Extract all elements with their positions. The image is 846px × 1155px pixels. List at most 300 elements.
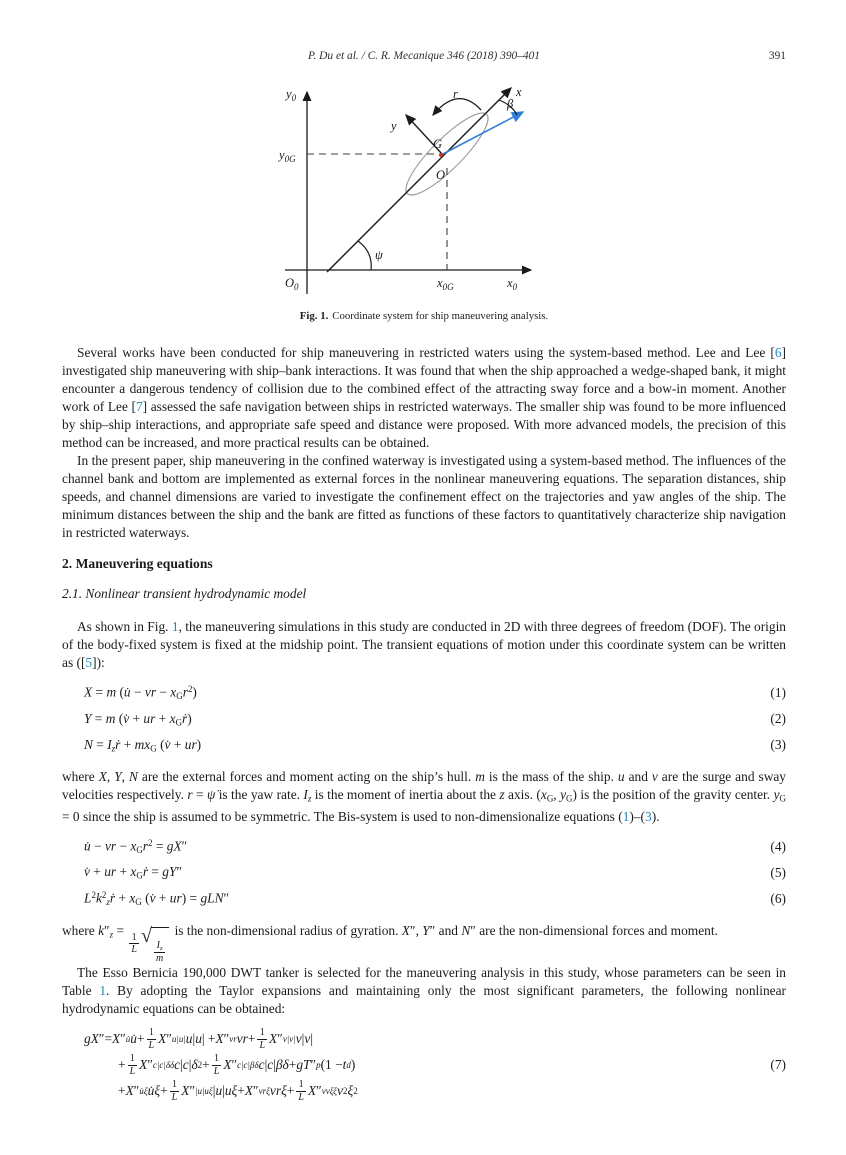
text-run: ″ (189, 1083, 196, 1099)
text-run: v̇ (164, 736, 171, 752)
text-run: + (286, 1083, 295, 1099)
text-run: v|v| (282, 1034, 296, 1045)
text-run: |u|uξ (195, 1086, 213, 1097)
equation-7-line-3 (84, 1078, 744, 1104)
equation-7-line-2 (84, 1052, 744, 1078)
text-run: + (202, 1057, 210, 1073)
label-r: r (453, 87, 458, 101)
body-x-axis-line (327, 88, 511, 272)
text-run: k (95, 890, 102, 906)
text-run: ″ (316, 1083, 322, 1099)
figure-1 (62, 82, 786, 322)
text-run: k (98, 922, 105, 938)
figure-caption-text: Coordinate system for ship maneuvering analysis. (332, 310, 549, 322)
text-run: 1 (171, 1079, 177, 1091)
text-run: ) is the position of the gravity center. (572, 787, 774, 802)
text-run: , (553, 787, 561, 802)
label-O: O (436, 168, 446, 182)
equations-1-3 (62, 680, 786, 758)
text-run: ( (115, 710, 124, 726)
text-run: = (92, 736, 108, 752)
text-run: ) (187, 710, 192, 726)
text-run: G (135, 897, 142, 908)
text-run: ) (196, 736, 202, 752)
fraction (147, 1027, 157, 1050)
text-run: vr (229, 1034, 237, 1045)
text-run: | (180, 1057, 183, 1073)
label-y0G: $y_{0G}$ (279, 148, 296, 164)
text-run: gT (296, 1057, 311, 1073)
text-run: | (188, 1057, 192, 1073)
text-run: ]): (92, 655, 105, 670)
text-run: ur (169, 890, 182, 906)
text-run: x (169, 710, 176, 726)
text-run: u (215, 1083, 223, 1099)
text-run: + (129, 710, 144, 726)
text-run: | (310, 1031, 313, 1047)
text-run: X (223, 1057, 232, 1073)
text-run: L (171, 1091, 178, 1103)
text-run: is the yaw rate. (215, 787, 304, 802)
text-run: r (142, 838, 149, 854)
equation-6-body (84, 890, 744, 907)
figure-caption-label: Fig. 1. (299, 310, 329, 322)
text-run: 2 (342, 1086, 348, 1097)
text-run: = (113, 922, 128, 938)
text-run: u̇ξ (147, 1083, 161, 1099)
text-run: c (174, 1057, 181, 1073)
running-head: P. Du et al. / C. R. Mecanique 346 (2018) 390–401 (308, 50, 540, 62)
text-run: ″ (409, 922, 416, 938)
text-run: + (116, 864, 131, 880)
text-run: is the non-dimensional radius of gyration. (171, 922, 402, 938)
text-run: ψ̇ (206, 787, 216, 802)
text-run: L (148, 1039, 155, 1051)
equation-3-number: (3) (770, 737, 786, 752)
equation-1 (62, 680, 786, 706)
text-run: c|c|βδ (237, 1060, 259, 1071)
text-run: c (182, 1057, 189, 1073)
yaw-rate-arc-arrow (433, 99, 481, 115)
text-run: z (109, 929, 114, 940)
fraction (296, 1079, 306, 1102)
page-number: 391 (768, 50, 786, 62)
text-run: + (136, 1031, 145, 1047)
text-run: vvξξ (321, 1086, 338, 1097)
equation-1-number: (1) (770, 685, 786, 700)
text-run: − (116, 838, 131, 854)
text-run: ur (184, 736, 197, 752)
text-run: u̇ (123, 684, 131, 700)
fraction (170, 1079, 180, 1102)
text-run: ″ (253, 1083, 259, 1099)
text-run: , the maneuvering simulations in this study are conducted in 2D with three degrees of freedom (DOF). The origin of the body-fixed system is fixed at the midship point. The transient equations of motion under this coordinate system can be written as ([ (62, 619, 786, 670)
text-run: L (298, 1091, 304, 1103)
text-run: ). (651, 808, 660, 824)
text-run: t (342, 1057, 347, 1073)
label-G: G (433, 137, 443, 151)
text-run: + (237, 1083, 245, 1099)
fraction (212, 1053, 222, 1076)
text-run: | (212, 1083, 216, 1099)
text-run: − (156, 684, 171, 700)
text-run: is the moment of inertia about the (311, 787, 500, 802)
text-run: G (176, 691, 183, 702)
text-run: + (160, 1083, 168, 1099)
equation-2-number: (2) (770, 711, 786, 726)
text-run: u̇ξ (139, 1086, 148, 1097)
text-run: are the surge and sway velocities respectively. (62, 769, 787, 802)
text-run: N (84, 736, 93, 752)
text-run: ] assessed the safe navigation between ships in restricted waterways. The smaller ship was found to be more influenced by ship–ship interactions, and appropriate safe speed and distance were proposed. With more advanced models, the precision of this method can be increased, and more practical results can be obtained. (62, 399, 786, 450)
text-run: mx (134, 736, 151, 752)
text-run: + (89, 864, 105, 880)
text-run: X (244, 1083, 254, 1099)
text-run: x (130, 838, 137, 854)
text-run: ″ (429, 922, 436, 938)
text-run: z (111, 743, 116, 754)
text-run: are the external forces and moment acting on the ship’s hull. (137, 769, 476, 784)
text-run: , (121, 769, 129, 784)
text-run: ″ (310, 1057, 317, 1073)
citation-link[interactable]: 6 (774, 345, 782, 360)
equation-5 (62, 860, 786, 886)
text-run: | (273, 1057, 276, 1073)
text-run: L (213, 1065, 220, 1077)
text-run: u̇ (125, 1034, 131, 1045)
paragraph-present-paper (62, 452, 786, 542)
equation-3 (62, 732, 786, 758)
text-run: vrξ (258, 1086, 270, 1097)
ship-hull-ellipse (397, 104, 497, 204)
text-run: + (155, 890, 170, 906)
text-run: N (461, 922, 471, 938)
text-run: are the non-dimensional forces and moment. (475, 922, 718, 938)
text-run: ) (192, 684, 197, 700)
text-run: X (307, 1083, 317, 1099)
equation-5-body (84, 864, 744, 881)
text-run: 2 (101, 890, 107, 901)
equation-4-number: (4) (770, 838, 786, 854)
text-run: + (288, 1057, 297, 1073)
text-run: 2 (91, 890, 96, 901)
text-run: 1 (214, 1053, 220, 1065)
text-run: ″ (231, 1057, 238, 1073)
text-run: L (259, 1039, 266, 1051)
text-run: 1 (298, 1079, 304, 1091)
page-header (62, 50, 786, 66)
citation-link[interactable]: 1 (171, 619, 179, 634)
text-run: ) (350, 1057, 356, 1073)
text-run: c (258, 1057, 265, 1073)
text-run: + (118, 1057, 126, 1073)
fraction (257, 1027, 267, 1050)
text-run: 1 (131, 932, 137, 944)
text-run: G (136, 871, 143, 882)
text-run: L (84, 890, 92, 906)
text-run: + (155, 710, 170, 726)
text-run: | (301, 1031, 305, 1047)
text-run: | (222, 1083, 225, 1099)
text-run: G (150, 743, 157, 754)
text-run: ] investigated ship maneuvering with ship–bank interactions. It was found that when the ship approached a wedge-shaped bank, it might encounter a dangerous tendency of collision due to the combined effect of the attracting sway force and a bow-in moment. Another work of Lee [ (62, 345, 786, 414)
text-run: ξ (347, 1083, 354, 1099)
text-run: y (560, 787, 567, 802)
text-run: vrξ (269, 1083, 287, 1099)
text-run: ″ (120, 1031, 126, 1047)
text-run: v (337, 1083, 343, 1099)
fraction (128, 1053, 138, 1076)
text-run: δ (191, 1057, 198, 1073)
text-run: ″ (104, 922, 110, 938)
text-run: In the present paper, ship maneuvering in the confined waterway is investigated using a system-based method. The influences of the channel bank and bottom are implemented as external forces in the nonlinear maneuvering equations. The separation distances, ship speeds, and channel dimensions are varied to investigate the confinement effect on the trajectories and yaw angles of the ship. The minimum distances between the ship and the bank are fitted as functions of these factors to quantitatively characterize ship navigation in restricted waterways. (62, 453, 786, 540)
text-run: βδ (275, 1057, 289, 1073)
label-y: y (391, 119, 397, 133)
psi-angle-arc (358, 241, 371, 270)
text-run: X (112, 1031, 121, 1047)
text-run: X (158, 1031, 167, 1047)
text-run: ( (156, 736, 165, 752)
text-run: r (187, 787, 193, 802)
label-x: x (516, 85, 522, 99)
text-run: | + (201, 1031, 216, 1047)
text-run: ″ (98, 1031, 105, 1047)
text-run: + (170, 736, 185, 752)
text-run: + (120, 736, 135, 752)
paragraph-dof-intro (62, 618, 786, 672)
equation-7-group (62, 1026, 786, 1104)
text-run: , (415, 922, 423, 938)
text-run: ″ (223, 1031, 230, 1047)
text-run: )–( (629, 808, 646, 824)
text-run: | (264, 1057, 268, 1073)
text-run: = (92, 684, 107, 700)
text-run: vr (236, 1031, 248, 1047)
text-run: x (170, 684, 177, 700)
text-run: u̇ (84, 838, 91, 854)
text-run: vr (104, 838, 117, 854)
text-run: ″ (176, 864, 183, 880)
radical: √ $\frac{I_z}{m}$ (141, 927, 169, 964)
label-x0: $x_0$ (507, 276, 518, 292)
text-run: m (106, 684, 117, 700)
text-run: The Esso Bernicia 190,000 DWT tanker is selected for the maneuvering analysis in this study, whose parameters can be seen in Table (62, 965, 786, 999)
equation-4-body (84, 838, 744, 855)
section-heading-2: 2. Maneuvering equations (62, 556, 213, 571)
text-run: G (175, 717, 182, 728)
text-run: G (566, 793, 573, 804)
text-run: ″ (133, 1083, 140, 1099)
text-run: and (435, 922, 462, 938)
subsection-heading-2-1: 2.1. Nonlinear transient hydrodynamic model (62, 586, 307, 601)
text-run: + (115, 890, 130, 906)
text-run: ″ (470, 922, 476, 938)
text-run: x (129, 890, 136, 906)
text-run: 2 (197, 1060, 203, 1071)
text-run: 1 (259, 1027, 265, 1039)
text-run: ( (116, 684, 124, 700)
text-run: G (546, 793, 554, 804)
text-run: gX (166, 838, 182, 854)
text-run: I (303, 787, 308, 802)
text-run: − (90, 838, 105, 854)
equation-4 (62, 834, 786, 860)
text-run: c (267, 1057, 274, 1073)
text-run: = (152, 838, 167, 854)
text-run: X (269, 1031, 278, 1047)
text-run: ṙ (115, 736, 121, 752)
equation-2-body (84, 711, 744, 728)
text-run: where (62, 922, 99, 938)
label-x0G: $x_{0G}$ (437, 276, 454, 292)
text-run: m (155, 952, 164, 964)
label-psi: ψ (375, 248, 383, 262)
text-run: L (131, 944, 137, 956)
text-run: | (192, 1031, 196, 1047)
text-run: u (617, 769, 625, 784)
text-run: m (475, 769, 485, 784)
text-run: = (91, 710, 106, 726)
equation-3-body (84, 737, 744, 754)
text-run: ṙ (109, 890, 116, 906)
text-run: I (107, 736, 112, 752)
text-run: ) = (181, 890, 201, 906)
text-run: gY (162, 864, 177, 880)
text-run: 2 (187, 684, 193, 695)
velocity-vector-arrow (441, 112, 523, 155)
text-run: c|c|δδ (152, 1060, 175, 1071)
text-run: As shown in Fig. (77, 619, 172, 634)
text-run: x (130, 864, 137, 880)
text-run: m (105, 710, 116, 726)
text-run: r (182, 684, 188, 700)
label-beta: β (507, 97, 514, 111)
equation-1-body (84, 684, 744, 701)
text-run: 1 (129, 1053, 135, 1065)
text-run: v̇ (149, 890, 156, 906)
text-run: I (156, 939, 160, 951)
text-run: L (129, 1065, 136, 1077)
fraction (129, 932, 139, 955)
citation-link[interactable]: 1 (622, 808, 630, 824)
text-run: = (192, 787, 207, 802)
text-run: Y (114, 769, 122, 784)
text-run: gLN (200, 890, 224, 906)
text-run: Y (84, 710, 92, 726)
text-run: ″ (277, 1031, 283, 1047)
citation-link[interactable]: 3 (645, 808, 652, 824)
text-run: v̇ (84, 864, 90, 880)
text-run: z (159, 944, 163, 952)
text-run: + (118, 1083, 126, 1099)
text-run: z (307, 793, 312, 804)
text-run: where (62, 769, 99, 784)
fraction (154, 940, 165, 964)
text-run: u (195, 1031, 202, 1047)
text-run: − (130, 684, 145, 700)
text-run: X (139, 1057, 148, 1073)
text-run: uξ (224, 1083, 238, 1099)
text-run: ur (143, 710, 156, 726)
equation-2 (62, 706, 786, 732)
text-run: x (540, 787, 547, 802)
text-run: (1 − (320, 1057, 343, 1073)
text-run: X (401, 922, 410, 938)
text-run: = (104, 1031, 113, 1047)
citation-link[interactable]: 1 (99, 983, 107, 999)
text-run: . By adopting the Taylor expansions and maintaining only the most significant parameters, the following nonlinear hydrodynamic equations can be obtained: (62, 983, 786, 1017)
text-run: v (295, 1031, 302, 1047)
text-run: 1 (148, 1027, 154, 1039)
equation-6-number: (6) (770, 890, 786, 906)
equation-5-number: (5) (770, 864, 786, 880)
text-run: + (247, 1031, 256, 1047)
text-run: y (773, 787, 780, 802)
text-run: ″ (181, 838, 188, 854)
text-run: ( (141, 890, 150, 906)
equation-7-line-1 (84, 1026, 744, 1052)
text-run: 2 (353, 1086, 358, 1097)
citation-link[interactable]: 7 (135, 399, 143, 414)
equation-7-body (84, 1026, 744, 1104)
text-run: z (106, 897, 110, 908)
text-run: p (316, 1060, 321, 1071)
equation-7-number: (7) (770, 1057, 786, 1073)
text-run: gX (84, 1031, 99, 1047)
label-O0: $O_0$ (285, 276, 299, 292)
text-run: G (779, 793, 786, 804)
text-run: v (304, 1031, 311, 1047)
paragraph-where-forces (62, 768, 786, 826)
text-run: vr (144, 684, 157, 700)
text-run: X (181, 1083, 190, 1099)
text-run: ṙ (142, 864, 149, 880)
figure-caption (62, 310, 786, 322)
midship-point-marker (439, 153, 443, 157)
equations-4-6 (62, 834, 786, 912)
text-run: and (624, 769, 652, 784)
text-run: X (84, 684, 93, 700)
label-y0: $y_0$ (286, 87, 297, 103)
text-run: X (215, 1031, 224, 1047)
text-run: = 0 since the ship is assumed to be symmetric. The Bis-system is used to non-dimensionalize equations ( (62, 808, 623, 824)
text-run: Several works have been conducted for ship maneuvering in restricted waters using the system-based method. Lee and Lee [ (77, 345, 775, 360)
paragraph-esso-bernicia (62, 964, 786, 1018)
text-run: Y (422, 922, 430, 938)
paragraph-where-gyration (62, 922, 786, 964)
text-run: ur (104, 864, 117, 880)
text-run: u (185, 1031, 193, 1047)
text-run: = (148, 864, 163, 880)
text-run: d (346, 1060, 351, 1071)
text-run: 2 (148, 838, 153, 849)
citation-link[interactable]: 5 (85, 655, 93, 670)
text-run: u|u| (171, 1034, 186, 1045)
equation-6 (62, 886, 786, 912)
text-run: ″ (223, 890, 230, 906)
text-run: v̇ (123, 710, 130, 726)
text-run: G (136, 845, 143, 856)
text-run: u̇ (130, 1031, 137, 1047)
text-run: z (499, 787, 505, 802)
text-run: ṙ (182, 710, 188, 726)
equation-7 (62, 1026, 786, 1104)
text-run: is the mass of the ship. (484, 769, 618, 784)
text-run: X (125, 1083, 134, 1099)
text-run: N (128, 769, 138, 784)
text-run: X (98, 769, 107, 784)
text-run: axis. ( (504, 787, 541, 802)
